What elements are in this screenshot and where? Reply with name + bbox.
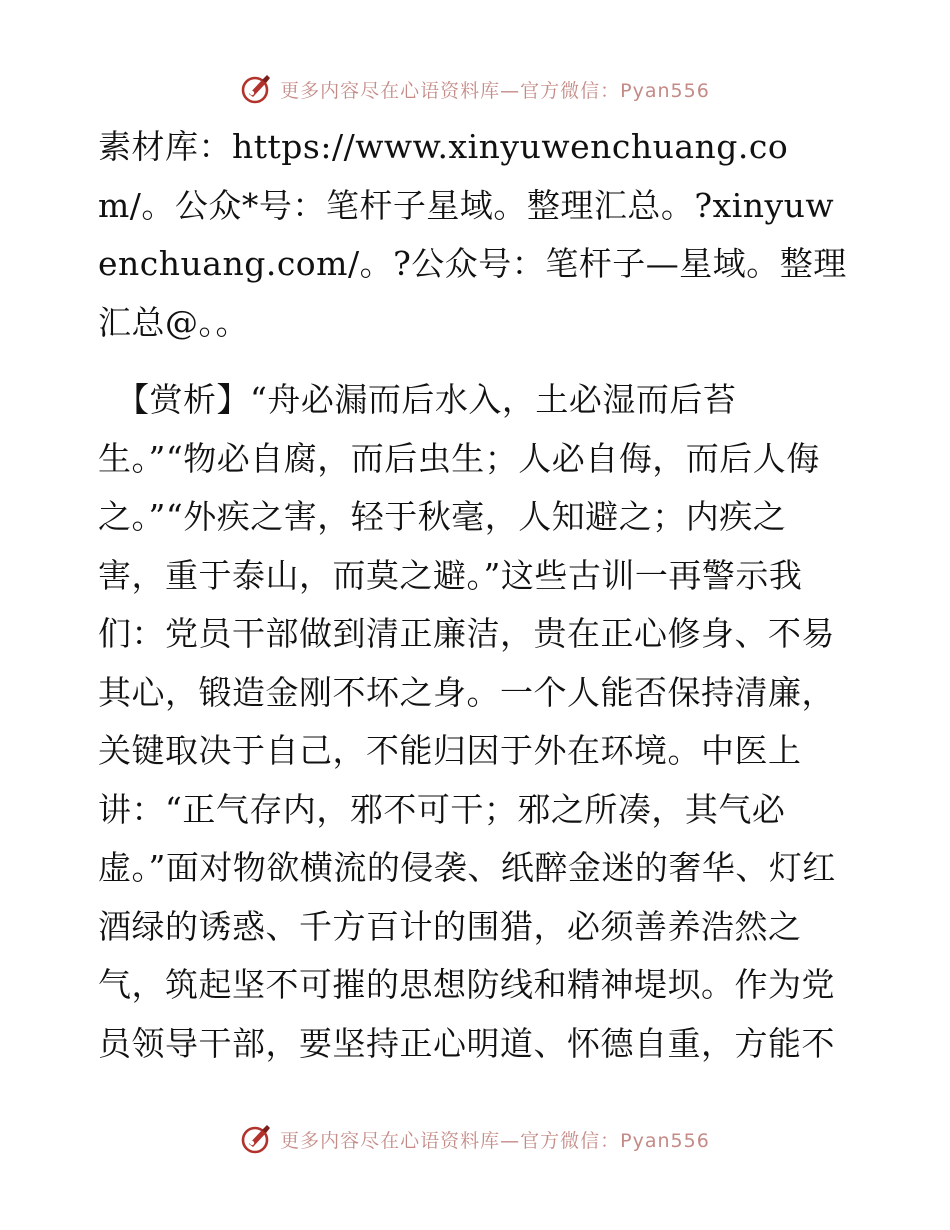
pen-logo-icon [240,72,274,106]
header-banner-text: 更多内容尽在心语资料库—官方微信：Pyan556 [280,79,710,102]
footer-banner-text: 更多内容尽在心语资料库—官方微信：Pyan556 [280,1129,710,1152]
footer-banner [0,1122,950,1156]
paragraph-source-note: 素材库：https://www.xinyuwenchuang.com/。公众*号：笔杆子星域。整理汇总。?xinyuwenchuang.com/。?公众号：笔杆子—星域。整理汇总@。。 [98,127,847,342]
pen-logo-icon [240,1122,274,1156]
paragraph-appreciation: 【赏析】“舟必漏而后水入，土必湿而后苔生。”“物必自腐，而后虫生；人必自侮，而后人侮之。”“外疾之害，轻于秋毫，人知避之；内疾之害，重于泰山，而莫之避。”这些古训一再警示我们：党员干部做到清正廉洁，贵在正心修身、不易其心，锻造金刚不坏之身。一个人能否保持清廉，关键取决于自己，不能归因于外在环境。中医上讲：“正气存内，邪不可干；邪之所凑，其气必虚。”面对物欲横流的侵袭、纸醉金迷的奢华、灯红酒绿的诱惑、千方百计的围猎，必须善养浩然之气，筑起坚不可摧的思想防线和精神堤坝。作为党员领导干部，要坚持正心明道、怀德自重，方能不 [98,380,836,1063]
header-banner [0,72,950,106]
document-body [98,118,850,1073]
